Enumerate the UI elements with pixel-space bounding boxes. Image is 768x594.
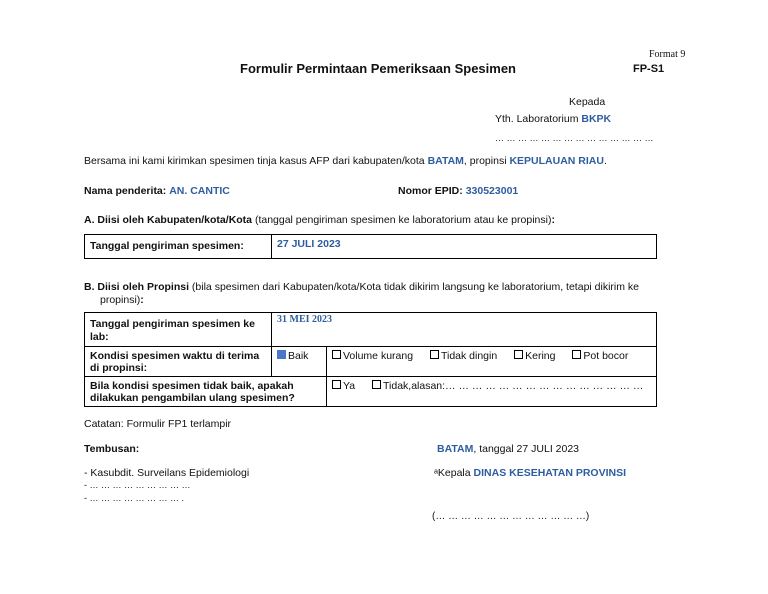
ya-checkbox[interactable]: [332, 380, 341, 389]
date-text: , tanggal 27 JULI 2023: [473, 443, 580, 455]
intro-sentence: [84, 155, 607, 167]
intro-text-end: .: [603, 155, 607, 167]
section-b-heading-rest: (bila spesimen dari Kabupaten/kota/Kota tidak dikirim langsung ke laboratorium, tetapi dikirim ke: [189, 281, 639, 293]
signer-org: DINAS KESEHATAN PROVINSI: [473, 467, 626, 479]
section-a-date-cell[interactable]: [272, 235, 657, 259]
cc-item-1: - Kasubdit. Surveilans Epidemiologi: [84, 467, 250, 479]
tidak-checkbox[interactable]: [372, 380, 381, 389]
lab-prefix: Yth. Laboratorium: [495, 113, 579, 125]
row2-label: Kondisi spesimen waktu di terima di propinsi:: [85, 347, 272, 377]
tidak-dingin-label: Tidak dingin: [440, 350, 498, 362]
ya-label: Ya: [343, 380, 356, 392]
recipient-kepada: Kepada: [569, 96, 606, 108]
section-a-heading-bold: A. Diisi oleh Kabupaten/kota/Kota: [84, 214, 253, 226]
tidak-label: Tidak,alasan:… … … … … … … … … … … … … … …: [383, 380, 644, 392]
row3-label: Bila kondisi spesimen tidak baik, apakah dilakukan pengambilan ulang spesimen?: [85, 377, 327, 407]
recipient-dots: … … … … … … … … … … … … … …: [495, 133, 654, 143]
cc-item-3: - … … … … … … … … .: [84, 493, 185, 503]
pot-bocor-label: Pot bocor: [583, 350, 629, 362]
baik-label: Baik: [288, 350, 309, 362]
signer-prefix: ᵃKepala: [434, 467, 471, 479]
row3-options: [327, 377, 657, 407]
baik-checkbox[interactable]: [277, 350, 286, 359]
patient-epid-row: [398, 185, 518, 197]
row2-other-options: [327, 347, 657, 377]
intro-propinsi: KEPULAUAN RIAU: [509, 155, 604, 167]
signer: [434, 467, 626, 479]
option-pot-bocor[interactable]: [572, 350, 628, 362]
pot-bocor-checkbox[interactable]: [572, 350, 581, 359]
section-b-colon: :: [140, 294, 144, 306]
cc-item-2: - … … … … … … … … …: [84, 480, 191, 490]
format-label: Format 9: [649, 49, 686, 60]
option-tidak-dingin[interactable]: [430, 350, 497, 362]
option-kering[interactable]: [514, 350, 555, 362]
epid-value: 330523001: [465, 185, 519, 197]
recipient-lab: [495, 113, 611, 125]
epid-label: Nomor EPID:: [398, 185, 463, 197]
section-a-heading: [84, 214, 555, 226]
section-a-date-value: 27 JULI 2023: [277, 238, 341, 250]
option-volume-kurang[interactable]: [332, 350, 413, 362]
intro-kabupaten: BATAM: [427, 155, 464, 167]
tembusan-label: Tembusan:: [84, 443, 140, 455]
row1-value: 31 MEI 2023: [277, 314, 332, 325]
tidak-dingin-checkbox[interactable]: [430, 350, 439, 359]
lab-name: BKPK: [581, 113, 612, 125]
kering-label: Kering: [525, 350, 556, 362]
signature-line: (… … … … … … … … … … … …): [432, 511, 590, 522]
section-a-colon: :: [551, 214, 555, 226]
row1-value-cell[interactable]: [272, 313, 657, 347]
page-title: Formulir Permintaan Pemeriksaan Spesimen: [240, 61, 516, 76]
patient-name-label: Nama penderita:: [84, 185, 167, 197]
section-a-heading-rest: (tanggal pengiriman spesimen ke laboratorium atau ke propinsi): [252, 214, 552, 226]
form-code: FP-S1: [633, 63, 665, 75]
place-date: [437, 443, 579, 455]
option-tidak[interactable]: [372, 380, 643, 392]
section-a-date-label: Tanggal pengiriman spesimen:: [85, 235, 272, 259]
row1-label: Tanggal pengiriman spesimen ke lab:: [85, 313, 272, 347]
kering-checkbox[interactable]: [514, 350, 523, 359]
intro-text-before: Bersama ini kami kirimkan spesimen tinja kasus AFP dari kabupaten/kota: [84, 155, 425, 167]
row2-option-baik[interactable]: [272, 347, 327, 377]
section-b-heading: [84, 281, 639, 293]
section-b-heading-line2: [100, 294, 144, 306]
intro-text-mid: , propinsi: [463, 155, 507, 167]
volume-kurang-checkbox[interactable]: [332, 350, 341, 359]
option-ya[interactable]: [332, 380, 355, 392]
patient-name-row: [84, 185, 230, 197]
section-b-table: [84, 312, 657, 407]
section-b-heading-line2-text: propinsi): [100, 294, 141, 306]
place-value: BATAM: [437, 443, 474, 455]
patient-name-value: AN. CANTIC: [169, 185, 230, 197]
section-a-table: [84, 234, 657, 259]
catatan: Catatan: Formulir FP1 terlampir: [84, 418, 232, 430]
section-b-heading-bold: B. Diisi oleh Propinsi: [84, 281, 190, 293]
volume-kurang-label: Volume kurang: [343, 350, 414, 362]
